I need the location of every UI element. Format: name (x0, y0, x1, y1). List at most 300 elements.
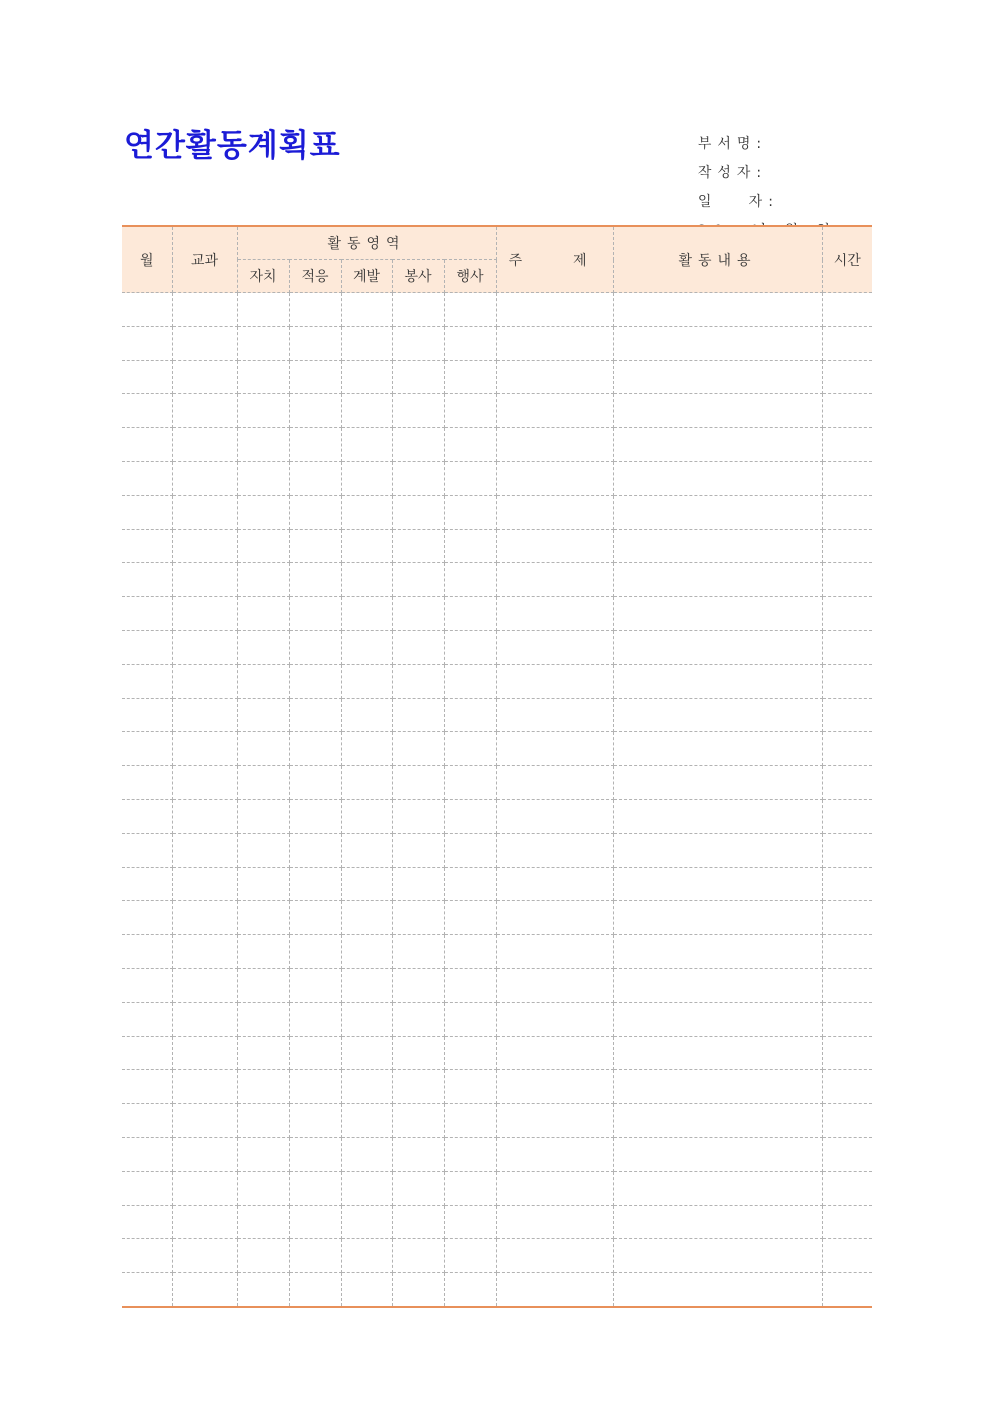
cell-month[interactable] (122, 732, 172, 766)
cell-self-governance[interactable] (237, 1002, 289, 1036)
cell-event[interactable] (444, 1002, 496, 1036)
cell-adaptation[interactable] (289, 1137, 341, 1171)
cell-hours[interactable] (822, 428, 872, 462)
cell-month[interactable] (122, 664, 172, 698)
cell-content[interactable] (613, 901, 822, 935)
cell-subject[interactable] (172, 1070, 237, 1104)
cell-subject[interactable] (172, 1104, 237, 1138)
cell-self-governance[interactable] (237, 293, 289, 327)
cell-development[interactable] (341, 1036, 392, 1070)
cell-development[interactable] (341, 293, 392, 327)
cell-hours[interactable] (822, 901, 872, 935)
cell-self-governance[interactable] (237, 732, 289, 766)
cell-subject[interactable] (172, 968, 237, 1002)
cell-event[interactable] (444, 1171, 496, 1205)
cell-event[interactable] (444, 901, 496, 935)
cell-development[interactable] (341, 563, 392, 597)
cell-topic[interactable] (496, 1002, 613, 1036)
cell-service[interactable] (392, 833, 444, 867)
cell-adaptation[interactable] (289, 461, 341, 495)
cell-topic[interactable] (496, 428, 613, 462)
cell-topic[interactable] (496, 1070, 613, 1104)
cell-self-governance[interactable] (237, 901, 289, 935)
cell-self-governance[interactable] (237, 630, 289, 664)
cell-content[interactable] (613, 495, 822, 529)
cell-hours[interactable] (822, 1239, 872, 1273)
cell-service[interactable] (392, 326, 444, 360)
cell-event[interactable] (444, 833, 496, 867)
cell-month[interactable] (122, 630, 172, 664)
cell-event[interactable] (444, 1273, 496, 1307)
cell-topic[interactable] (496, 630, 613, 664)
cell-event[interactable] (444, 799, 496, 833)
cell-subject[interactable] (172, 394, 237, 428)
cell-event[interactable] (444, 529, 496, 563)
cell-adaptation[interactable] (289, 968, 341, 1002)
cell-month[interactable] (122, 1171, 172, 1205)
cell-month[interactable] (122, 1205, 172, 1239)
cell-hours[interactable] (822, 529, 872, 563)
cell-topic[interactable] (496, 1104, 613, 1138)
cell-event[interactable] (444, 360, 496, 394)
cell-month[interactable] (122, 1070, 172, 1104)
cell-content[interactable] (613, 799, 822, 833)
cell-month[interactable] (122, 1104, 172, 1138)
cell-service[interactable] (392, 1137, 444, 1171)
cell-development[interactable] (341, 1273, 392, 1307)
cell-content[interactable] (613, 1002, 822, 1036)
cell-topic[interactable] (496, 360, 613, 394)
cell-event[interactable] (444, 1205, 496, 1239)
cell-month[interactable] (122, 766, 172, 800)
cell-self-governance[interactable] (237, 766, 289, 800)
cell-development[interactable] (341, 529, 392, 563)
cell-adaptation[interactable] (289, 1171, 341, 1205)
cell-development[interactable] (341, 360, 392, 394)
cell-event[interactable] (444, 1104, 496, 1138)
cell-service[interactable] (392, 563, 444, 597)
cell-topic[interactable] (496, 664, 613, 698)
cell-subject[interactable] (172, 563, 237, 597)
cell-service[interactable] (392, 597, 444, 631)
cell-development[interactable] (341, 394, 392, 428)
cell-development[interactable] (341, 833, 392, 867)
cell-self-governance[interactable] (237, 563, 289, 597)
cell-service[interactable] (392, 799, 444, 833)
cell-event[interactable] (444, 293, 496, 327)
cell-topic[interactable] (496, 394, 613, 428)
cell-adaptation[interactable] (289, 630, 341, 664)
cell-service[interactable] (392, 529, 444, 563)
cell-subject[interactable] (172, 360, 237, 394)
cell-subject[interactable] (172, 1036, 237, 1070)
cell-subject[interactable] (172, 326, 237, 360)
cell-content[interactable] (613, 1104, 822, 1138)
cell-content[interactable] (613, 1070, 822, 1104)
cell-event[interactable] (444, 394, 496, 428)
cell-development[interactable] (341, 664, 392, 698)
cell-self-governance[interactable] (237, 1036, 289, 1070)
cell-service[interactable] (392, 732, 444, 766)
cell-topic[interactable] (496, 495, 613, 529)
cell-subject[interactable] (172, 833, 237, 867)
cell-event[interactable] (444, 1137, 496, 1171)
cell-subject[interactable] (172, 1137, 237, 1171)
cell-adaptation[interactable] (289, 1036, 341, 1070)
cell-development[interactable] (341, 1002, 392, 1036)
cell-subject[interactable] (172, 698, 237, 732)
cell-adaptation[interactable] (289, 867, 341, 901)
cell-event[interactable] (444, 1070, 496, 1104)
cell-self-governance[interactable] (237, 428, 289, 462)
cell-adaptation[interactable] (289, 732, 341, 766)
cell-self-governance[interactable] (237, 833, 289, 867)
cell-topic[interactable] (496, 1239, 613, 1273)
cell-topic[interactable] (496, 833, 613, 867)
cell-content[interactable] (613, 529, 822, 563)
cell-subject[interactable] (172, 428, 237, 462)
cell-self-governance[interactable] (237, 698, 289, 732)
cell-adaptation[interactable] (289, 495, 341, 529)
cell-month[interactable] (122, 360, 172, 394)
cell-adaptation[interactable] (289, 1239, 341, 1273)
cell-service[interactable] (392, 766, 444, 800)
cell-content[interactable] (613, 597, 822, 631)
cell-content[interactable] (613, 630, 822, 664)
cell-topic[interactable] (496, 799, 613, 833)
cell-content[interactable] (613, 867, 822, 901)
cell-self-governance[interactable] (237, 867, 289, 901)
cell-self-governance[interactable] (237, 1205, 289, 1239)
cell-subject[interactable] (172, 630, 237, 664)
cell-service[interactable] (392, 1002, 444, 1036)
cell-adaptation[interactable] (289, 833, 341, 867)
cell-subject[interactable] (172, 1205, 237, 1239)
cell-hours[interactable] (822, 293, 872, 327)
cell-service[interactable] (392, 1273, 444, 1307)
cell-adaptation[interactable] (289, 664, 341, 698)
cell-subject[interactable] (172, 766, 237, 800)
cell-self-governance[interactable] (237, 394, 289, 428)
cell-development[interactable] (341, 1171, 392, 1205)
cell-hours[interactable] (822, 630, 872, 664)
cell-development[interactable] (341, 597, 392, 631)
cell-hours[interactable] (822, 1070, 872, 1104)
cell-content[interactable] (613, 935, 822, 969)
cell-event[interactable] (444, 630, 496, 664)
cell-month[interactable] (122, 968, 172, 1002)
cell-content[interactable] (613, 664, 822, 698)
cell-content[interactable] (613, 833, 822, 867)
cell-adaptation[interactable] (289, 799, 341, 833)
cell-event[interactable] (444, 597, 496, 631)
cell-self-governance[interactable] (237, 597, 289, 631)
cell-hours[interactable] (822, 563, 872, 597)
cell-self-governance[interactable] (237, 935, 289, 969)
cell-hours[interactable] (822, 732, 872, 766)
cell-development[interactable] (341, 968, 392, 1002)
cell-subject[interactable] (172, 901, 237, 935)
cell-self-governance[interactable] (237, 1070, 289, 1104)
cell-event[interactable] (444, 1239, 496, 1273)
cell-hours[interactable] (822, 394, 872, 428)
cell-event[interactable] (444, 563, 496, 597)
cell-service[interactable] (392, 935, 444, 969)
cell-topic[interactable] (496, 867, 613, 901)
cell-development[interactable] (341, 1070, 392, 1104)
cell-month[interactable] (122, 935, 172, 969)
cell-adaptation[interactable] (289, 766, 341, 800)
cell-topic[interactable] (496, 766, 613, 800)
cell-content[interactable] (613, 698, 822, 732)
cell-content[interactable] (613, 1273, 822, 1307)
cell-self-governance[interactable] (237, 1137, 289, 1171)
cell-development[interactable] (341, 766, 392, 800)
cell-topic[interactable] (496, 1036, 613, 1070)
cell-topic[interactable] (496, 293, 613, 327)
cell-service[interactable] (392, 1171, 444, 1205)
cell-month[interactable] (122, 563, 172, 597)
cell-hours[interactable] (822, 698, 872, 732)
cell-hours[interactable] (822, 461, 872, 495)
cell-adaptation[interactable] (289, 597, 341, 631)
cell-hours[interactable] (822, 867, 872, 901)
cell-month[interactable] (122, 799, 172, 833)
cell-content[interactable] (613, 1036, 822, 1070)
cell-subject[interactable] (172, 799, 237, 833)
cell-month[interactable] (122, 461, 172, 495)
cell-hours[interactable] (822, 495, 872, 529)
cell-development[interactable] (341, 428, 392, 462)
cell-content[interactable] (613, 293, 822, 327)
cell-service[interactable] (392, 664, 444, 698)
cell-subject[interactable] (172, 732, 237, 766)
cell-adaptation[interactable] (289, 1002, 341, 1036)
cell-development[interactable] (341, 1239, 392, 1273)
cell-self-governance[interactable] (237, 360, 289, 394)
cell-topic[interactable] (496, 1171, 613, 1205)
cell-adaptation[interactable] (289, 1070, 341, 1104)
cell-self-governance[interactable] (237, 664, 289, 698)
cell-adaptation[interactable] (289, 1205, 341, 1239)
cell-month[interactable] (122, 901, 172, 935)
cell-content[interactable] (613, 1205, 822, 1239)
cell-event[interactable] (444, 732, 496, 766)
cell-event[interactable] (444, 1036, 496, 1070)
cell-self-governance[interactable] (237, 799, 289, 833)
cell-content[interactable] (613, 563, 822, 597)
cell-topic[interactable] (496, 968, 613, 1002)
cell-event[interactable] (444, 867, 496, 901)
cell-self-governance[interactable] (237, 968, 289, 1002)
cell-hours[interactable] (822, 1036, 872, 1070)
cell-month[interactable] (122, 1273, 172, 1307)
cell-month[interactable] (122, 698, 172, 732)
cell-topic[interactable] (496, 1137, 613, 1171)
cell-self-governance[interactable] (237, 495, 289, 529)
cell-content[interactable] (613, 1137, 822, 1171)
cell-adaptation[interactable] (289, 1104, 341, 1138)
cell-service[interactable] (392, 867, 444, 901)
cell-hours[interactable] (822, 326, 872, 360)
cell-event[interactable] (444, 428, 496, 462)
cell-topic[interactable] (496, 1205, 613, 1239)
cell-adaptation[interactable] (289, 428, 341, 462)
cell-service[interactable] (392, 698, 444, 732)
cell-adaptation[interactable] (289, 529, 341, 563)
cell-subject[interactable] (172, 293, 237, 327)
cell-hours[interactable] (822, 1273, 872, 1307)
cell-subject[interactable] (172, 495, 237, 529)
cell-development[interactable] (341, 935, 392, 969)
cell-hours[interactable] (822, 1137, 872, 1171)
cell-month[interactable] (122, 326, 172, 360)
cell-adaptation[interactable] (289, 698, 341, 732)
cell-adaptation[interactable] (289, 935, 341, 969)
cell-self-governance[interactable] (237, 326, 289, 360)
cell-development[interactable] (341, 1104, 392, 1138)
cell-hours[interactable] (822, 766, 872, 800)
cell-adaptation[interactable] (289, 901, 341, 935)
cell-subject[interactable] (172, 1002, 237, 1036)
cell-content[interactable] (613, 326, 822, 360)
cell-adaptation[interactable] (289, 326, 341, 360)
cell-month[interactable] (122, 833, 172, 867)
cell-service[interactable] (392, 394, 444, 428)
cell-self-governance[interactable] (237, 1171, 289, 1205)
cell-development[interactable] (341, 698, 392, 732)
cell-month[interactable] (122, 1137, 172, 1171)
cell-service[interactable] (392, 901, 444, 935)
cell-adaptation[interactable] (289, 1273, 341, 1307)
cell-subject[interactable] (172, 1273, 237, 1307)
cell-month[interactable] (122, 529, 172, 563)
cell-service[interactable] (392, 1070, 444, 1104)
cell-content[interactable] (613, 766, 822, 800)
cell-content[interactable] (613, 360, 822, 394)
cell-event[interactable] (444, 766, 496, 800)
cell-subject[interactable] (172, 1171, 237, 1205)
cell-topic[interactable] (496, 698, 613, 732)
cell-event[interactable] (444, 968, 496, 1002)
cell-service[interactable] (392, 1036, 444, 1070)
cell-content[interactable] (613, 394, 822, 428)
cell-development[interactable] (341, 495, 392, 529)
cell-event[interactable] (444, 495, 496, 529)
cell-event[interactable] (444, 698, 496, 732)
cell-content[interactable] (613, 461, 822, 495)
cell-topic[interactable] (496, 732, 613, 766)
cell-service[interactable] (392, 1239, 444, 1273)
cell-adaptation[interactable] (289, 293, 341, 327)
cell-subject[interactable] (172, 935, 237, 969)
cell-hours[interactable] (822, 664, 872, 698)
cell-content[interactable] (613, 1171, 822, 1205)
cell-subject[interactable] (172, 664, 237, 698)
cell-adaptation[interactable] (289, 360, 341, 394)
cell-hours[interactable] (822, 935, 872, 969)
cell-topic[interactable] (496, 529, 613, 563)
cell-service[interactable] (392, 293, 444, 327)
cell-hours[interactable] (822, 1002, 872, 1036)
cell-service[interactable] (392, 428, 444, 462)
cell-month[interactable] (122, 293, 172, 327)
cell-subject[interactable] (172, 461, 237, 495)
cell-development[interactable] (341, 326, 392, 360)
cell-topic[interactable] (496, 326, 613, 360)
cell-development[interactable] (341, 867, 392, 901)
cell-service[interactable] (392, 360, 444, 394)
cell-month[interactable] (122, 1036, 172, 1070)
cell-subject[interactable] (172, 1239, 237, 1273)
cell-self-governance[interactable] (237, 461, 289, 495)
cell-month[interactable] (122, 495, 172, 529)
cell-hours[interactable] (822, 1104, 872, 1138)
cell-month[interactable] (122, 394, 172, 428)
cell-content[interactable] (613, 732, 822, 766)
cell-hours[interactable] (822, 1205, 872, 1239)
cell-development[interactable] (341, 1137, 392, 1171)
cell-development[interactable] (341, 461, 392, 495)
cell-topic[interactable] (496, 597, 613, 631)
cell-development[interactable] (341, 1205, 392, 1239)
cell-event[interactable] (444, 461, 496, 495)
cell-self-governance[interactable] (237, 1104, 289, 1138)
cell-content[interactable] (613, 968, 822, 1002)
cell-content[interactable] (613, 1239, 822, 1273)
cell-topic[interactable] (496, 461, 613, 495)
cell-service[interactable] (392, 630, 444, 664)
cell-event[interactable] (444, 664, 496, 698)
cell-hours[interactable] (822, 360, 872, 394)
cell-hours[interactable] (822, 799, 872, 833)
cell-hours[interactable] (822, 833, 872, 867)
cell-development[interactable] (341, 732, 392, 766)
cell-adaptation[interactable] (289, 563, 341, 597)
cell-event[interactable] (444, 935, 496, 969)
cell-service[interactable] (392, 495, 444, 529)
cell-month[interactable] (122, 1002, 172, 1036)
cell-hours[interactable] (822, 968, 872, 1002)
cell-self-governance[interactable] (237, 1239, 289, 1273)
cell-development[interactable] (341, 630, 392, 664)
cell-development[interactable] (341, 799, 392, 833)
cell-month[interactable] (122, 428, 172, 462)
cell-topic[interactable] (496, 901, 613, 935)
cell-month[interactable] (122, 1239, 172, 1273)
cell-service[interactable] (392, 461, 444, 495)
cell-development[interactable] (341, 901, 392, 935)
cell-month[interactable] (122, 867, 172, 901)
cell-hours[interactable] (822, 597, 872, 631)
cell-adaptation[interactable] (289, 394, 341, 428)
cell-topic[interactable] (496, 563, 613, 597)
cell-subject[interactable] (172, 597, 237, 631)
cell-service[interactable] (392, 1205, 444, 1239)
cell-content[interactable] (613, 428, 822, 462)
cell-subject[interactable] (172, 529, 237, 563)
cell-self-governance[interactable] (237, 529, 289, 563)
cell-service[interactable] (392, 1104, 444, 1138)
cell-event[interactable] (444, 326, 496, 360)
cell-topic[interactable] (496, 1273, 613, 1307)
cell-topic[interactable] (496, 935, 613, 969)
cell-subject[interactable] (172, 867, 237, 901)
cell-hours[interactable] (822, 1171, 872, 1205)
cell-service[interactable] (392, 968, 444, 1002)
cell-self-governance[interactable] (237, 1273, 289, 1307)
cell-month[interactable] (122, 597, 172, 631)
